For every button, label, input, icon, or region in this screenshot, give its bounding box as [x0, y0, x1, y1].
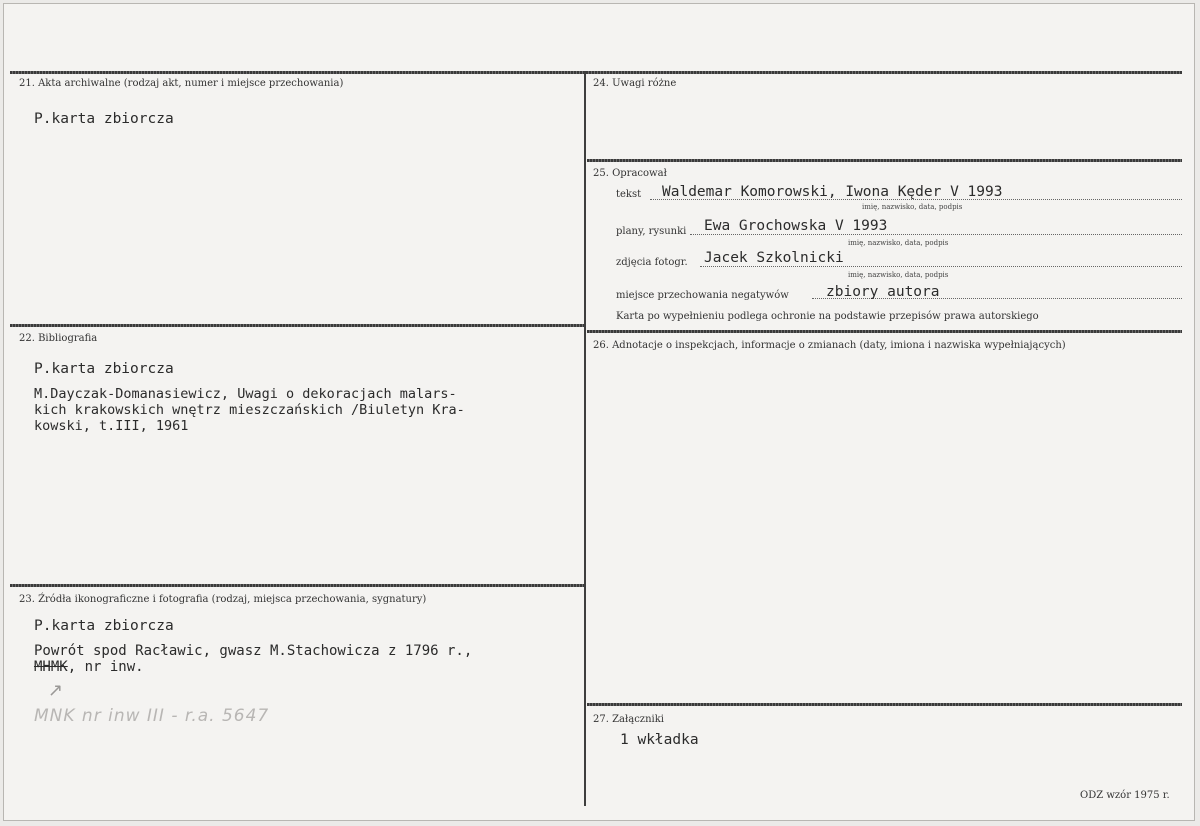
section-22-label: 22. Bibliografia [19, 333, 98, 344]
section-23-line3 [34, 658, 144, 676]
struck-collection-abbrev: MHMK [34, 659, 68, 675]
section-23-line1: P.karta zbiorcza [34, 618, 174, 634]
copyright-note: Karta po wypełnieniu podlega ochronie na podstawie przepisów prawa autorskiego [616, 311, 1039, 322]
section-27-label: 27. Załączniki [593, 714, 664, 725]
plany-caption: imię, nazwisko, data, podpis [848, 239, 949, 247]
rule-left-23 [10, 584, 584, 587]
form-footer: ODZ wzór 1975 r. [1080, 790, 1170, 801]
zdjecia-value: Jacek Szkolnicki [704, 250, 844, 266]
plany-label: plany, rysunki [616, 226, 687, 237]
section-21-label: 21. Akta archiwalne (rodzaj akt, numer i miejsce przechowania) [19, 78, 344, 89]
section-26-label: 26. Adnotacje o inspekcjach, informacje o zmianach (daty, imiona i nazwiska wypełniających) [593, 340, 1066, 351]
zdjecia-label: zdjęcia fotogr. [616, 257, 688, 268]
tekst-caption: imię, nazwisko, data, podpis [862, 203, 963, 211]
rule-right-25 [587, 159, 1182, 162]
rule-top [10, 71, 1182, 74]
section-21-text: P.karta zbiorcza [34, 111, 174, 127]
plany-value: Ewa Grochowska V 1993 [704, 218, 888, 234]
rule-right-27 [587, 703, 1182, 706]
handwritten-inventory-note: MNK nr inw III - r.a. 5647 [34, 706, 270, 726]
section-27-text: 1 wkładka [620, 732, 699, 748]
section-22-line4: kowski, t.III, 1961 [34, 418, 189, 434]
section-22-line2: M.Dayczak-Domanasiewicz, Uwagi o dekoracjach malars- [34, 386, 457, 402]
negatywy-value: zbiory autora [826, 284, 940, 300]
rule-left-22 [10, 324, 584, 327]
negatywy-label: miejsce przechowania negatywów [616, 290, 789, 301]
section-23-label: 23. Źródła ikonograficzne i fotografia (rodzaj, miejsca przechowania, sygnatury) [19, 594, 427, 605]
column-divider [584, 71, 586, 806]
tekst-label: tekst [616, 189, 642, 200]
section-25-label: 25. Opracował [593, 168, 667, 179]
inventory-number-label: , nr inw. [67, 659, 144, 675]
section-24-label: 24. Uwagi różne [593, 78, 677, 89]
section-22-line3: kich krakowskich wnętrz mieszczańskich /Biuletyn Kra- [34, 402, 465, 418]
section-22-line1: P.karta zbiorcza [34, 361, 174, 377]
handwritten-arrow: ↗ [48, 680, 64, 701]
section-23-line2: Powrót spod Racławic, gwasz M.Stachowicza z 1796 r., [34, 643, 473, 659]
rule-right-26 [587, 330, 1182, 333]
zdjecia-caption: imię, nazwisko, data, podpis [848, 271, 949, 279]
tekst-value: Waldemar Komorowski, Iwona Kęder V 1993 [662, 184, 1003, 200]
